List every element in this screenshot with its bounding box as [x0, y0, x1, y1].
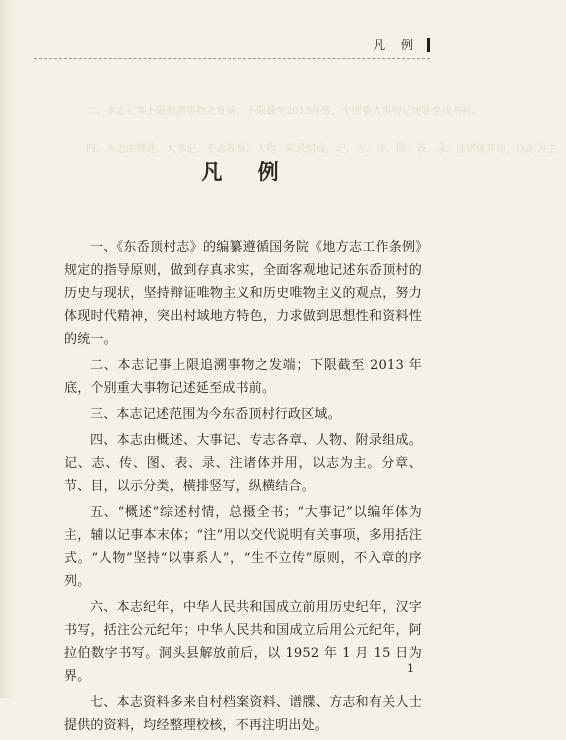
- header-dashed-rule: [34, 58, 430, 59]
- bleed-through-text-2: 四、本志由概述、大事记、专志各章、人物、附录组成。记、志、传、图、表、录、注诸体并用，以志为主。: [86, 144, 566, 155]
- running-header-title: 凡 例: [373, 38, 419, 52]
- paragraph-time-range: 二、本志记事上限追溯事物之发端；下限截至 2013 年底，个别重大事物记述延至成书前。: [64, 358, 422, 396]
- paragraph-sources: 七、本志资料多来自村档案资料、谱牒、方志和有关人士提供的资料，均经整理校核，不再注明出处。: [64, 695, 422, 733]
- paragraph-scope: 三、本志记述范围为今东岙顶村行政区域。: [90, 407, 341, 422]
- header-marker-bar: [427, 38, 430, 52]
- document-body: [64, 236, 422, 740]
- document-title: 凡 例: [201, 159, 293, 184]
- paragraph-guiding-principles: 一、《东岙顶村志》的编纂遵循国务院《地方志工作条例》规定的指导原则，做到存真求实，全面客观地记述东岙顶村的历史与现状，坚持辩证唯物主义和历史唯物主义的观点，努力体现时代精神，突出村域地方特色，力求做到思想性和资料性的统一。: [64, 240, 422, 347]
- page-binding-edge: [0, 0, 14, 698]
- paragraph-dating: 六、本志纪年，中华人民共和国成立前用历史纪年，汉字书写，括注公元纪年；中华人民共和国成立后用公元纪年，阿拉伯数字书写。洞头县解放前后，以 1952 年 1 月 15 日为界。: [64, 600, 422, 684]
- paragraph-structure: 四、本志由概述、大事记、专志各章、人物、附录组成。记、志、传、图、表、录、注诸体并用，以志为主。分章、节、目，以示分类，横排竖写，纵横结合。: [64, 433, 422, 494]
- running-header: [373, 36, 430, 53]
- page-number: 1: [407, 662, 414, 675]
- bleed-through-text-1: 二、本志记事上限追溯事物之发端；下限截至2013年底，个别重大事物记述延至成书前。: [86, 106, 482, 117]
- paragraph-overview-chronicle: 五、“概述”综述村情，总摄全书；“大事记”以编年体为主，辅以记事本末体；“注”用以交代说明有关事项，多用括注式。“人物”坚持“以事系人”，“生不立传”原则，不入章的序列。: [64, 505, 422, 589]
